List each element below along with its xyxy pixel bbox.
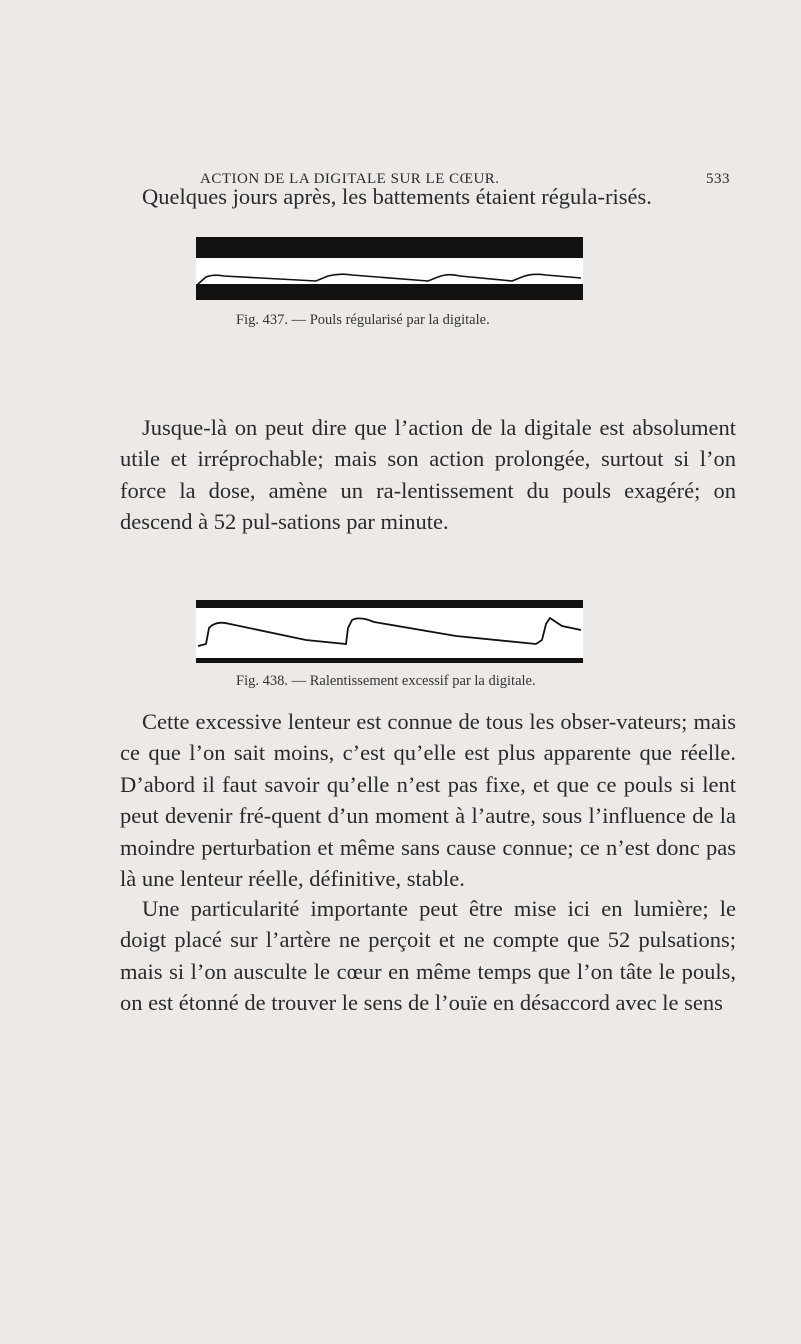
paragraph-4-text: Une particularité importante peut être mise ici en lumière; le doigt placé sur l’artère ne perçoit et ne compte que 52 pulsations; mais si l’on ausculte le cœur en même temps que l’on tâte le pouls, on est étonné de trouver le sens de l’ouïe en désaccord avec le sens — [120, 896, 736, 1016]
paragraph-1-text: Quelques jours après, les battements étaient régula-risés. — [142, 184, 652, 209]
paragraph-4 — [120, 893, 736, 1019]
figure-438-pulse-tracing — [196, 600, 583, 663]
paragraph-2-text: Jusque-là on peut dire que l’action de la digitale est absolument utile et irréprochable; mais son action prolongée, surtout si l’on force la dose, amène un ra-lentissement du pouls exagéré; on descend à 52 pul-sations par minute. — [120, 415, 736, 535]
running-head-title: ACTION DE LA DIGITALE SUR LE CŒUR. — [200, 171, 500, 187]
figure-438-caption: Fig. 438. — Ralentissement excessif par la digitale. — [236, 673, 536, 689]
paragraph-2 — [120, 412, 736, 538]
figure-437-pulse-tracing — [196, 237, 583, 300]
paragraph-3 — [120, 706, 736, 894]
paragraph-3-text: Cette excessive lenteur est connue de tous les obser-vateurs; mais ce que l’on sait moins, c’est qu’elle est plus apparente que réelle. D’abord il faut savoir qu’elle n’est pas fixe, et que ce pouls si lent peut devenir fré-quent d’un moment à l’autre, sous l’influence de la moindre perturbation et même sans cause connue; ce n’est donc pas là une lenteur réelle, définitive, stable. — [120, 709, 736, 892]
figure-437-caption: Fig. 437. — Pouls régularisé par la digitale. — [236, 312, 490, 328]
paragraph-1 — [120, 181, 736, 212]
page-number: 533 — [706, 171, 730, 187]
